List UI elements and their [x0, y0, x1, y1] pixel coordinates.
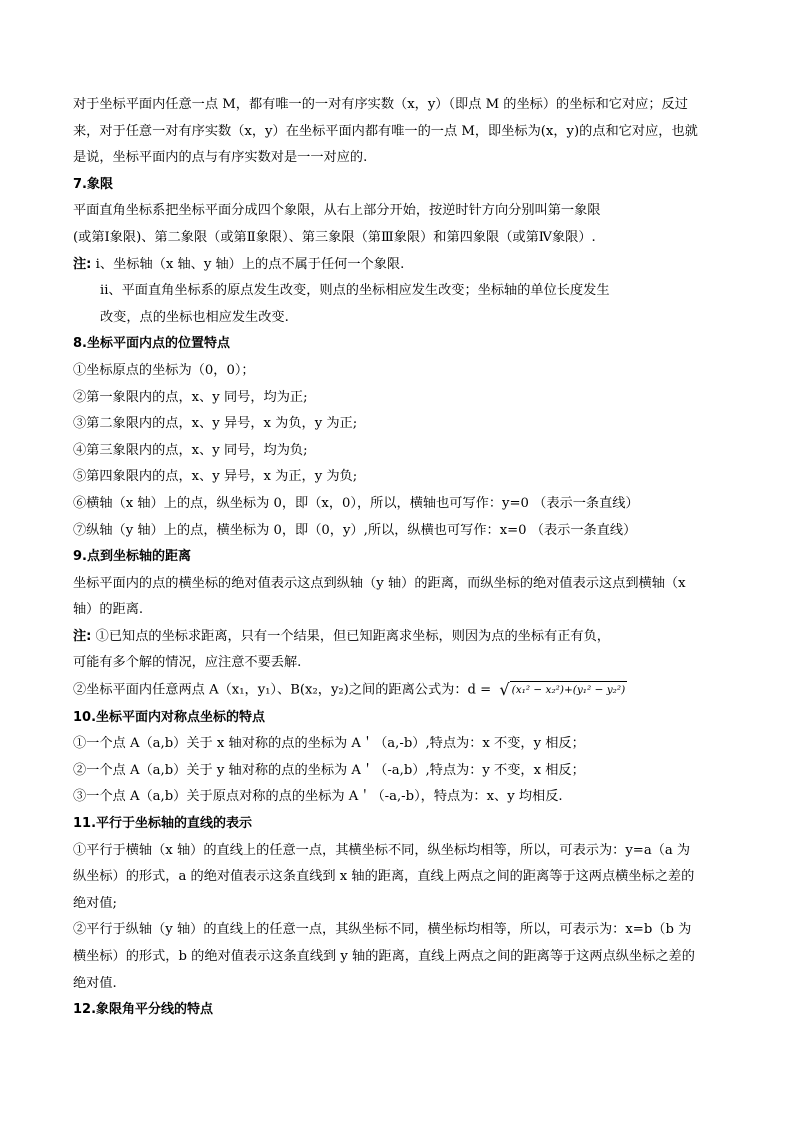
formula-y-term: y₁² − y₂² [576, 684, 622, 697]
paragraph-line: 横坐标）的形式，b 的绝对值表示这条直线到 y 轴的距离，直线上两点之间的距离等于这两点纵坐标之差的 [73, 949, 695, 964]
list-item: ②一个点 A（a,b）关于 y 轴对称的点的坐标为 A＇（-a,b）,特点为：y 不变，x 相反； [73, 762, 585, 778]
paragraph-line: 绝对值; [73, 895, 118, 911]
sqrt-body: (x₁² − x₂²)+(y₁² − y₂²) [510, 681, 628, 699]
section-heading-8: 8.坐标平面内点的位置特点 [73, 336, 230, 352]
sqrt-icon: √ [499, 680, 510, 700]
section-heading-7: 7.象限 [73, 176, 113, 192]
list-item: ②第一象限内的点，x、y 同号，均为正; [73, 389, 308, 405]
note-text: i、坐标轴（x 轴、y 轴）上的点不属于任何一个象限. [95, 256, 405, 272]
list-item: ④第三象限内的点，x、y 同号，均为负; [73, 442, 308, 458]
list-item: ①一个点 A（a,b）关于 x 轴对称的点的坐标为 A＇（a,-b）,特点为：x 不变，y 相反； [73, 736, 585, 752]
list-item: ①坐标原点的坐标为（0，0）； [73, 362, 255, 378]
note-text: ①已知点的坐标求距离，只有一个结果，但已知距离求坐标，则因为点的坐标有正有负， [95, 628, 610, 644]
paragraph-line: ①平行于横轴（x 轴）的直线上的任意一点，其横坐标不同，纵坐标均相等，所以，可表示为：y=a（a 为 [73, 842, 691, 858]
paragraph-line: 平面直角坐标系把坐标平面分成四个象限，从右上部分开始，按逆时针方向分别叫第一象限 [73, 203, 601, 219]
paragraph-line: 对于坐标平面内任意一点 M，都有唯一的一对有序实数（x，y）（即点 M 的坐标）的坐标和它对应；反过 [73, 97, 688, 112]
paragraph-line: 绝对值. [73, 975, 117, 991]
note-line: ii、平面直角坐标系的原点发生改变，则点的坐标相应发生改变；坐标轴的单位长度发生 [100, 283, 610, 299]
list-item: ⑤第四象限内的点，x、y 异号，x 为正，y 为负; [73, 469, 358, 485]
paragraph-line: 坐标平面内的点的横坐标的绝对值表示这点到纵轴（y 轴）的距离，而纵坐标的绝对值表示这点到横轴（x [73, 575, 686, 591]
formula-x-term: x₁² − x₂² [515, 684, 560, 697]
paragraph-line: (或第Ⅰ象限)、第二象限（或第Ⅱ象限）、第三象限（第Ⅲ象限）和第四象限（或第Ⅳ象限）. [73, 229, 596, 245]
list-item: ③一个点 A（a,b）关于原点对称的点的坐标为 A＇（-a,-b），特点为：x、y 均相反. [73, 789, 563, 805]
paragraph-line: 是说，坐标平面内的点与有序实数对是一一对应的. [73, 150, 368, 166]
paragraph-line: ②平行于纵轴（y 轴）的直线上的任意一点，其纵坐标不同，横坐标均相等，所以，可表示为：x=b（b 为 [73, 922, 692, 938]
paragraph-line: 轴）的距离. [73, 602, 144, 618]
note-line: 可能有多个解的情况，应注意不要丢解. [73, 655, 302, 671]
list-item: ⑥横轴（x 轴）上的点，纵坐标为 0，即（x，0），所以，横轴也可写作：y=0 （表示一条直线） [73, 495, 639, 511]
note-line [73, 628, 723, 645]
formula-label: ②坐标平面内任意两点 A（x₁，y₁）、B(x₂，y₂)之间的距离公式为：d = [73, 682, 492, 698]
section-heading-11: 11.平行于坐标轴的直线的表示 [73, 816, 253, 832]
paragraph-line: 纵坐标）的形式，a 的绝对值表示这条直线到 x 轴的距离，直线上两点之间的距离等于这两点横坐标之差的 [73, 869, 695, 885]
note-line: 改变，点的坐标也相应发生改变. [100, 309, 289, 325]
list-item: ⑦纵轴（y 轴）上的点，横坐标为 0，即（0，y）,所以，纵横也可写作：x=0 （表示一条直线） [73, 522, 637, 538]
paragraph-line: 来，对于任意一对有序实数（x，y）在坐标平面内都有唯一的一点 M，即坐标为(x，y)的点和它对应，也就 [73, 123, 698, 139]
distance-formula [499, 681, 627, 699]
section-heading-12: 12.象限角平分线的特点 [73, 1002, 214, 1018]
note-label: 注: [73, 256, 92, 272]
note-label: 注: [73, 628, 92, 644]
note-line [73, 256, 723, 273]
formula-line [73, 681, 723, 699]
list-item: ③第二象限内的点，x、y 异号，x 为负，y 为正; [73, 416, 358, 432]
document-page [73, 96, 723, 1028]
section-heading-9: 9.点到坐标轴的距离 [73, 549, 191, 565]
section-heading-10: 10.坐标平面内对称点坐标的特点 [73, 709, 266, 725]
